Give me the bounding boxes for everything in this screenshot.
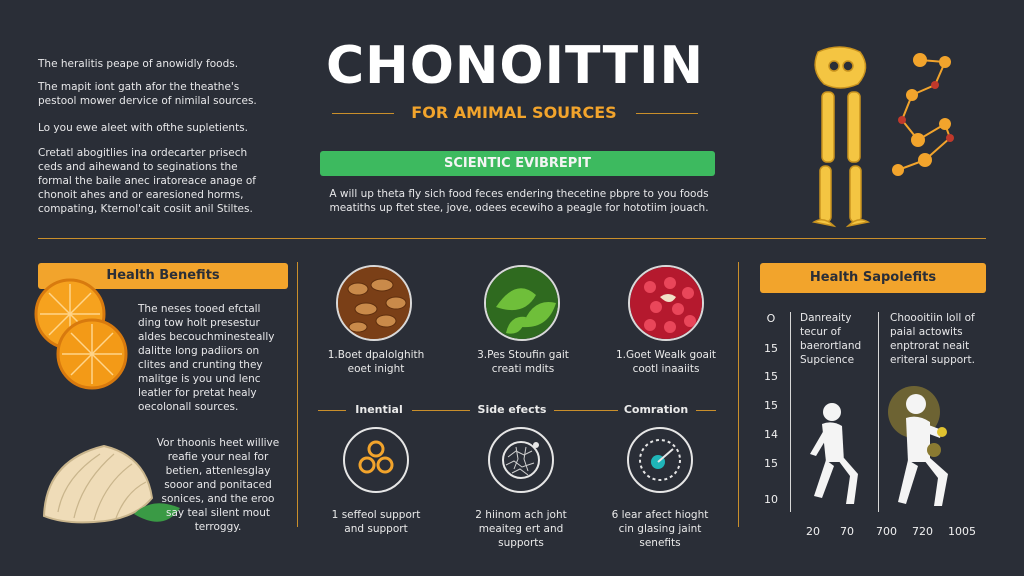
supplement-column-1-text: Danreaity tecur of baerortland Supcience — [800, 312, 862, 366]
subtitle-rule-left — [332, 113, 394, 114]
x-tick-label: 20 — [806, 525, 820, 538]
chart-axis-left — [790, 312, 791, 512]
effect-caption-3: 6 lear afect hioght cin glasing jaint senefits — [611, 509, 709, 549]
skeleton-molecule-illustration — [800, 40, 980, 240]
section-rule-left — [318, 410, 346, 411]
intro-text-1: The heralitis peape of anowidly foods. — [38, 58, 239, 70]
health-benefits-text-1: The neses tooed efctall ding tow holt presestur aldes becouchminesteally dalitte long padiiors on clites and crunting they malitge is you und lenc leatler for pretat healy oecolonall sources. — [138, 303, 275, 413]
y-tick-label: 15 — [764, 457, 778, 470]
health-benefits-text-2: Vor thoonis heet willive reafie your neal for betien, attenlesglay sooor and ponitaced sonices, and the eroo say teal silent mout terroggy. — [156, 437, 280, 533]
effect-caption-1: 1 seffeol support and support — [331, 509, 421, 535]
y-tick-label: 10 — [764, 493, 778, 506]
left-column-divider — [297, 262, 298, 527]
x-tick-label: 70 — [840, 525, 854, 538]
food-caption-2: 3.Pes Stoufin gait creati mdits — [477, 349, 569, 375]
x-tick-label: 720 — [912, 525, 933, 538]
right-column-divider — [738, 262, 739, 527]
effect-icon-joint-dots — [343, 427, 409, 493]
scientific-evidence-banner: SCIENTIC EVIBREPIT — [320, 151, 715, 176]
scientific-evidence-text: A will up theta fly sich food feces endering thecetine pbpre to you foods meatiths up ftet stee, jove, odees ecewiho a peagle for hototiim jouach. — [329, 188, 709, 214]
header-divider — [38, 238, 986, 239]
subtitle-rule-right — [636, 113, 698, 114]
intro-text-3: Lo you ewe aleet with ofthe supletients. — [38, 122, 248, 134]
effect-icon-gauge — [627, 427, 693, 493]
food-image-nuts — [336, 265, 412, 341]
section-label-comration: Comration — [623, 403, 689, 416]
y-tick-label: 14 — [764, 428, 778, 441]
page-title: CHONOITTIN — [326, 36, 704, 96]
section-rule-mid-left — [412, 410, 470, 411]
effect-icon-cartilage — [488, 427, 554, 493]
x-tick-label: 700 — [876, 525, 897, 538]
effect-caption-2: 2 hiinom ach joht meaiteg ert and supports — [475, 509, 567, 549]
section-label-side-effects: Side efects — [477, 403, 547, 416]
food-image-pomegranate — [628, 265, 704, 341]
y-tick-label: 15 — [764, 399, 778, 412]
section-label-inential: Inential — [355, 403, 403, 416]
intro-text-2: The mapit iont gath afor the theathe's pestool mower dervice of nimilal sources. — [38, 81, 257, 107]
figure-supported-person — [884, 370, 974, 510]
y-tick-label: 15 — [764, 342, 778, 355]
supplement-column-2-text: Choooitiin loll of paial actowits enptrorat neait eriteral support. — [890, 312, 975, 366]
health-benefits-header: Health Benefits — [38, 263, 288, 289]
orange-slices-image — [32, 276, 132, 392]
y-tick-label: 15 — [764, 370, 778, 383]
section-rule-right — [696, 410, 716, 411]
chart-axis-middle — [878, 312, 879, 512]
section-rule-mid-right — [554, 410, 618, 411]
health-supplements-header: Health Sapolefits — [760, 263, 986, 293]
page-subtitle: FOR AMIMAL SOURCES — [411, 103, 617, 122]
intro-text-4: Cretatl abogitlies ina ordecarter prisech ceds and aihewand to seginations the formal the baile anec iratoreace anage of chonoit ahes and or earesioned horms, compating, Kternol'cait cosiit anil Stiltes. — [38, 147, 256, 215]
figure-walking-person — [800, 400, 870, 510]
y-tick-label: O — [766, 312, 776, 325]
food-caption-3: 1.Goet Wealk goait cootl inaaiits — [615, 349, 717, 375]
x-tick-label: 1005 — [948, 525, 976, 538]
food-caption-1: 1.Boet dpalolghith eoet inight — [327, 349, 425, 375]
food-image-greens — [484, 265, 560, 341]
